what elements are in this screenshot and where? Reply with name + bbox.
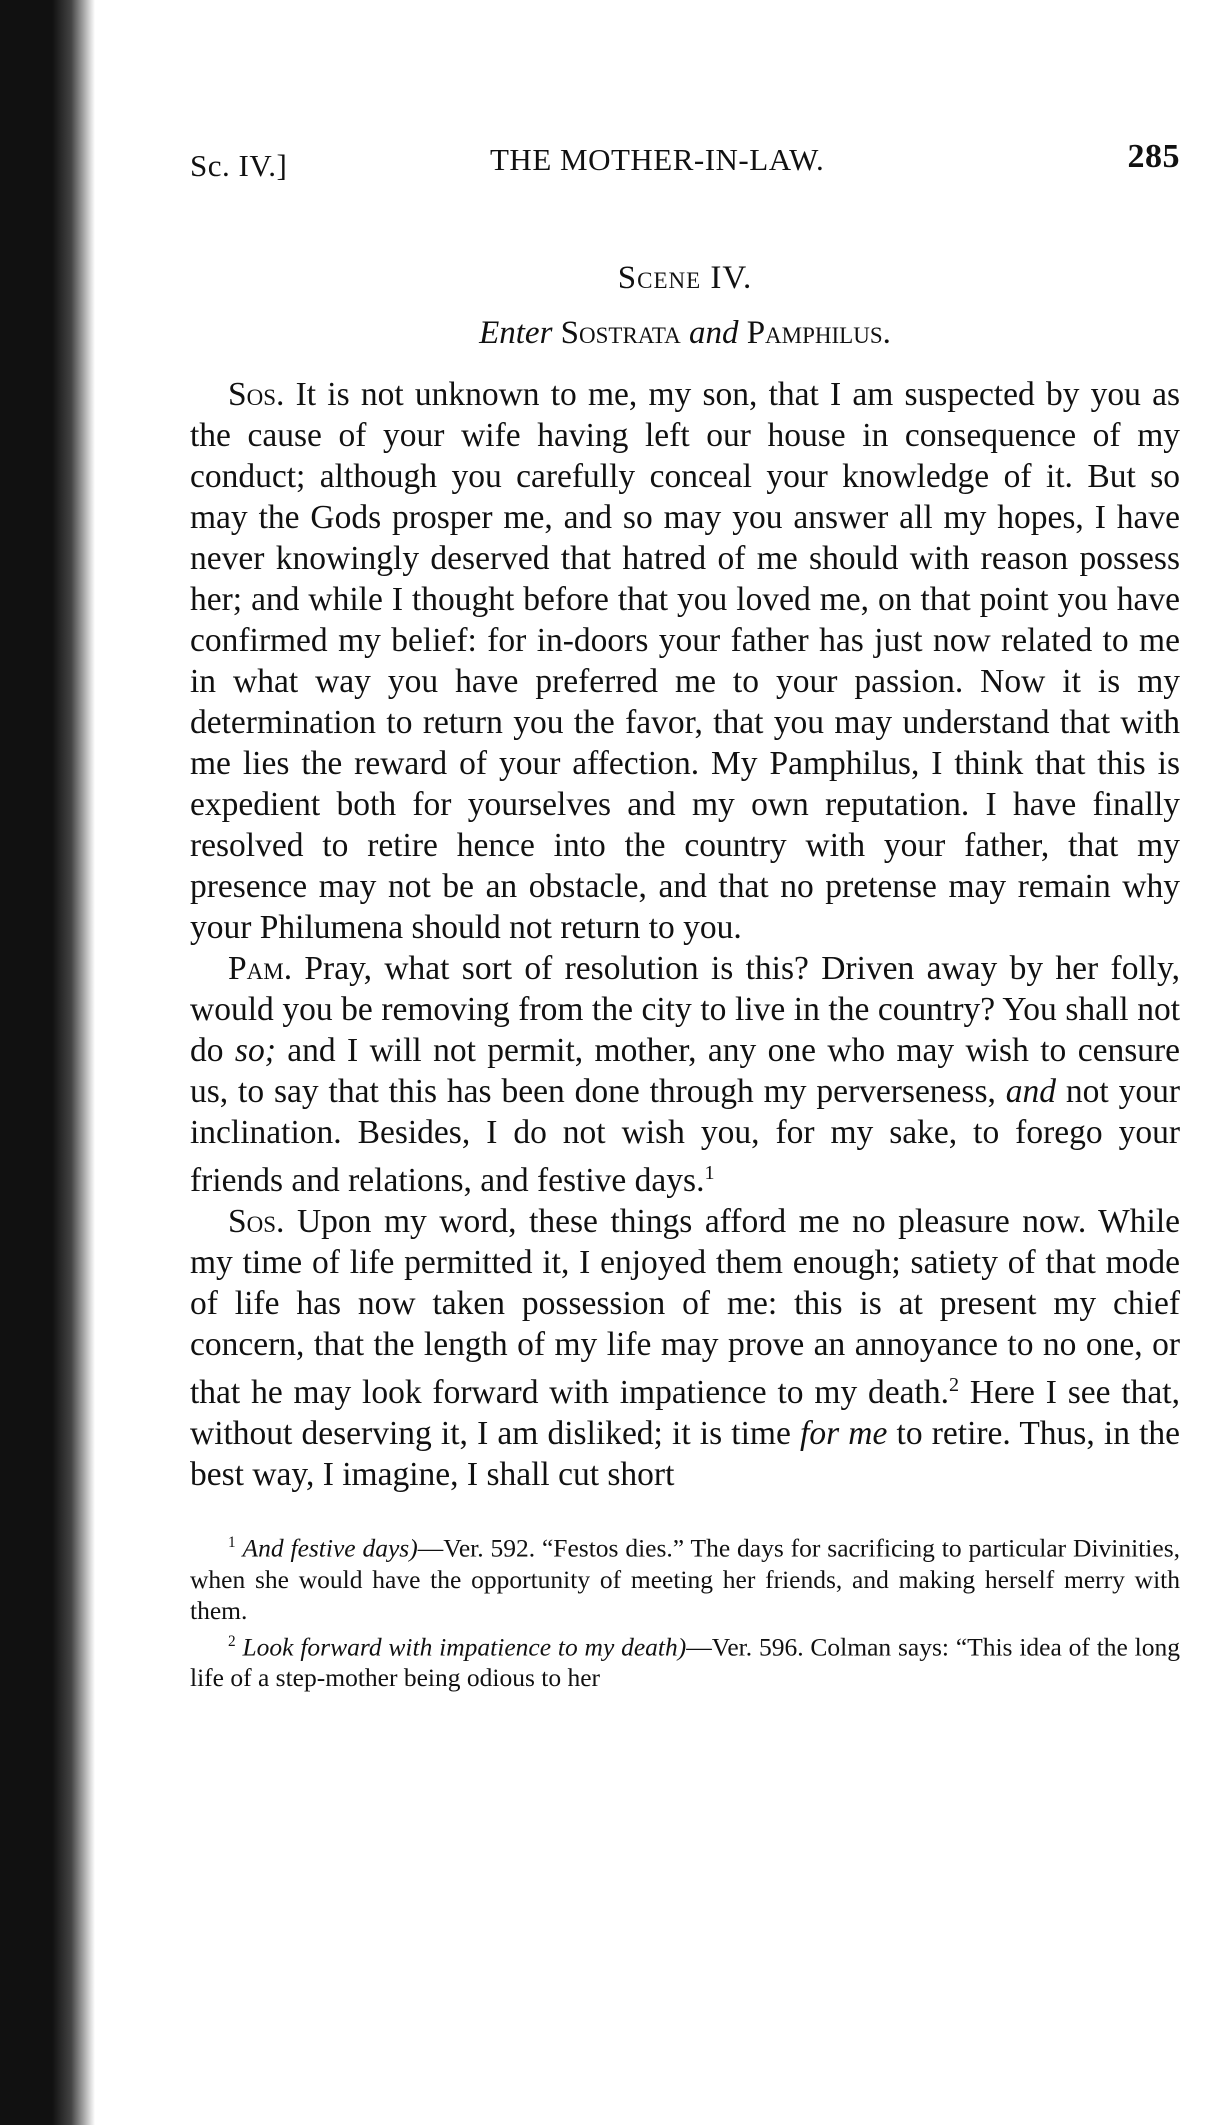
speech-emphasis: and <box>1005 1073 1057 1110</box>
speech-pamphilus-1 <box>190 948 1180 1201</box>
scene-title: Scene IV. <box>617 260 753 296</box>
speech-sostrata-2 <box>190 1201 1180 1495</box>
speech-text: to retire. Thus, in the best way, I imagine, I shall cut short <box>190 1415 1181 1494</box>
running-header <box>190 130 1180 190</box>
speech-text: It is not unknown to me, my son, that I am suspected by you as the cause of your wife having left our house in consequence of my conduct; although you carefully conceal your knowledge of it. But so may the Gods prosper me, and so may you answer all my hopes, I have never knowingly deserved that hatred of me should with reason possess her; and while I thought before that you loved me, on that point you have confirmed my belief: for in-doors your father has just now related to me in what way you have preferred me to your passion. Now it is my determination to return you the favor, that you may understand that with me lies the reward of your affection. My Pamphilus, I think that this is expedient both for yourselves and my own reputation. I have finally resolved to retire hence into the country with your father, that my presence may not be an obstacle, and that no pretense may remain why your Philumena should not return to you. <box>190 376 1180 946</box>
speaker-label: Pam. <box>228 950 293 987</box>
footnote-text: —Ver. 592. “Festos dies.” The days for sacrificing to particular Divinities, when she would have the opportunity of meeting her friends, and making herself merry with them. <box>190 1533 1180 1625</box>
footnote-ref-1: 1 <box>704 1162 715 1184</box>
speech-text: Here I see that, without deserving it, I am disliked; it is time <box>190 1374 1180 1453</box>
stage-enter: Enter <box>479 315 553 351</box>
page-number: 285 <box>1127 138 1180 175</box>
speech-text: not your inclination. Besides, I do not wish you, for my sake, to forego your friends and relations, and festive days. <box>190 1073 1181 1200</box>
speech-emphasis: so; <box>234 1032 276 1069</box>
speech-text: Upon my word, these things afford me no pleasure now. While my time of life permitted it, I enjoyed them enough; satiety of that mode of life has now taken possession of me: this is at present my chief concern, that the length of my life may prove an annoyance to no one, or that he may look forward with impatience to my death. <box>190 1203 1180 1412</box>
book-page <box>190 130 1180 1693</box>
stage-direction <box>190 315 1180 352</box>
footnote-number: 1 <box>228 1534 236 1552</box>
footnote-1 <box>190 1527 1180 1626</box>
speech-text: Pray, what sort of resolution is this? Driven away by her folly, would you be removing from the city to live in the country? You shall not do <box>190 950 1181 1069</box>
footnote-number: 2 <box>228 1632 236 1650</box>
speaker-label: Sos. <box>228 1203 285 1241</box>
footnote-ref-2: 2 <box>948 1374 959 1397</box>
footnote-2 <box>190 1626 1180 1694</box>
footnote-ref-text: Look forward with impatience to my death) <box>242 1632 687 1662</box>
character-sostrata: Sostrata <box>560 315 681 351</box>
book-binding-shadow <box>0 0 95 2125</box>
stage-and: and <box>688 315 739 351</box>
footnote-text: —Ver. 596. Colman says: “This idea of the long life of a step-mother being odious to her <box>190 1632 1181 1693</box>
speech-emphasis: for me <box>800 1415 888 1453</box>
header-title: THE MOTHER-IN-LAW. <box>490 142 825 177</box>
footnotes <box>190 1527 1180 1693</box>
character-pamphilus: Pamphilus. <box>746 315 891 351</box>
speech-sostrata-1 <box>190 374 1180 948</box>
speech-text: and I will not permit, mother, any one who may wish to censure us, to say that this has been done through my perverseness, <box>190 1032 1181 1110</box>
footnote-ref-text: And festive days) <box>242 1533 418 1563</box>
speaker-label: Sos. <box>228 376 285 413</box>
header-scene-ref: Sc. IV.] <box>190 148 288 183</box>
